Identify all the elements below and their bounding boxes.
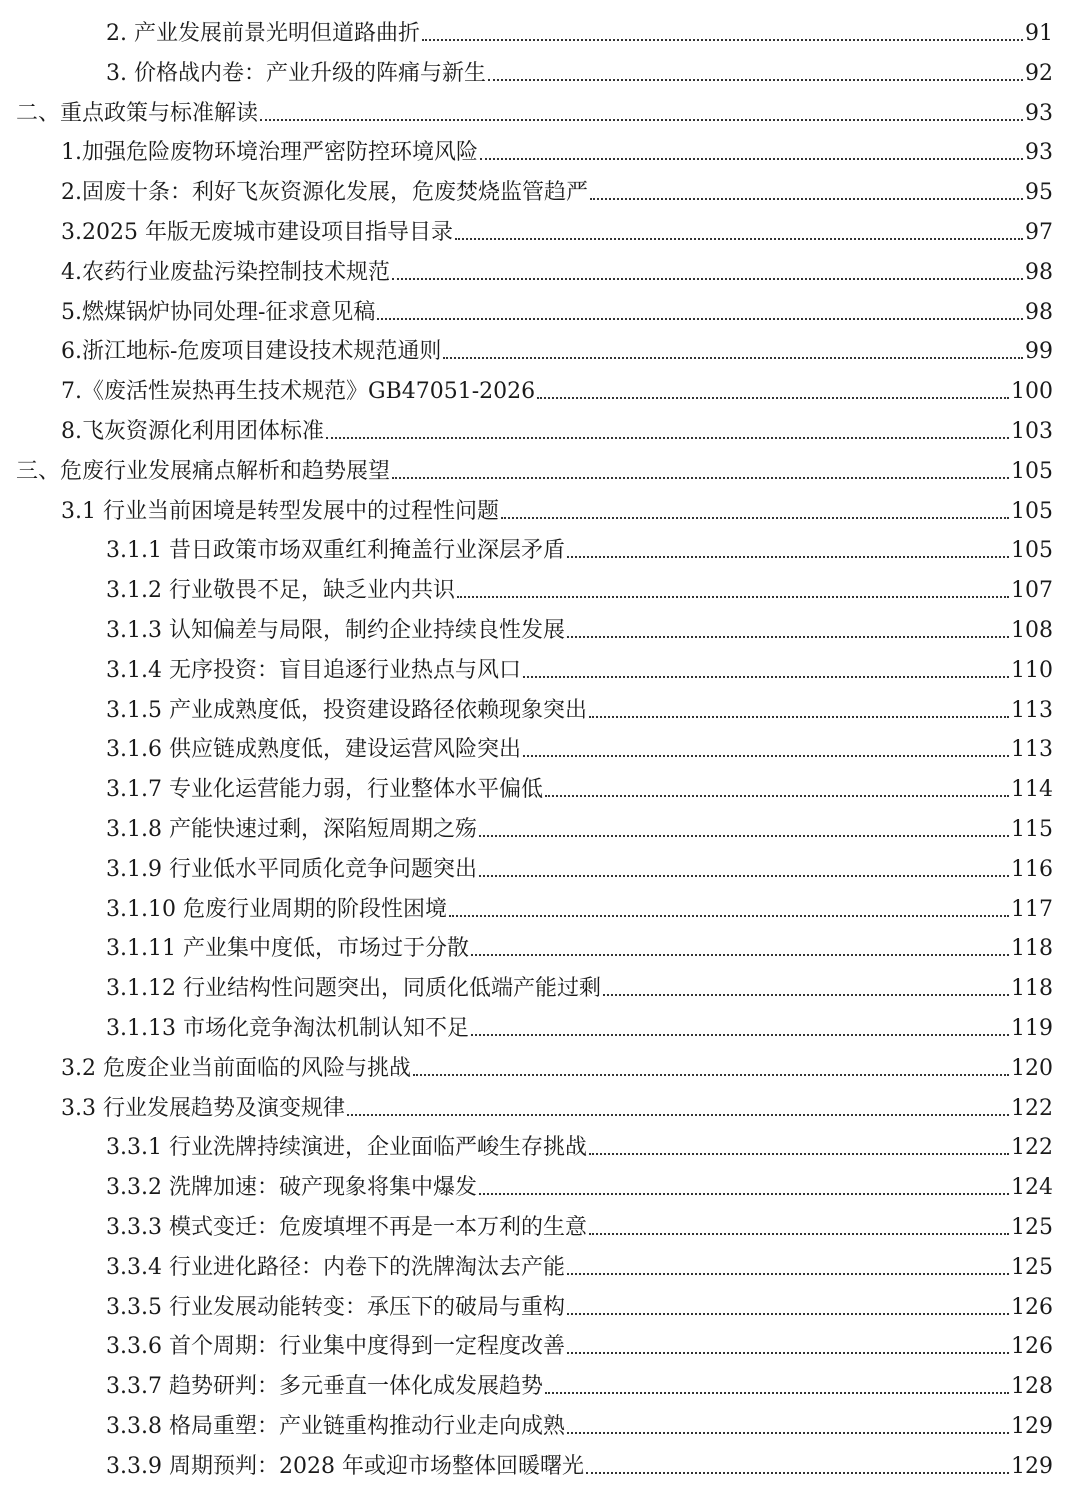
toc-entry-page-number: 126 <box>1011 1334 1053 1360</box>
toc-entry-page-number: 125 <box>1011 1215 1053 1240</box>
toc-entry <box>0 1122 1053 1162</box>
toc-entry <box>0 1202 1053 1242</box>
toc-dot-leader <box>567 1352 1009 1354</box>
toc-entry-title: 3.3.3 模式变迁：危废填埋不再是一本万利的生意 <box>106 1215 587 1240</box>
toc-entry-page-number: 108 <box>1011 618 1053 643</box>
toc-entry-title: 3.2025 年版无废城市建设项目指导目录 <box>61 220 453 245</box>
toc-entry <box>0 963 1053 1003</box>
toc-entry-title: 3.1.4 无序投资：盲目追逐行业热点与风口 <box>106 657 521 683</box>
toc-entry <box>0 724 1053 764</box>
toc-dot-leader <box>260 119 1023 121</box>
toc-entry <box>0 844 1053 884</box>
toc-dot-leader <box>603 994 1009 996</box>
toc-dot-leader <box>422 39 1023 41</box>
toc-entry-title: 3.3.8 格局重塑：产业链重构推动行业走向成熟 <box>106 1414 565 1439</box>
toc-dot-leader <box>567 556 1009 558</box>
toc-entry <box>0 1242 1053 1282</box>
toc-dot-leader <box>523 676 1009 678</box>
toc-entry-title: 3.3.1 行业洗牌持续演进，企业面临严峻生存挑战 <box>106 1135 587 1161</box>
toc-entry-page-number: 126 <box>1011 1294 1053 1320</box>
toc-entry <box>0 764 1053 804</box>
toc-dot-leader <box>449 915 1009 917</box>
toc-dot-leader <box>501 517 1009 519</box>
toc-dot-leader <box>545 1392 1009 1394</box>
toc-dot-leader <box>586 1472 1009 1474</box>
toc-dot-leader <box>589 1153 1009 1155</box>
toc-entry-title: 3.1.9 行业低水平同质化竞争问题突出 <box>106 856 477 882</box>
toc-entry-page-number: 117 <box>1011 896 1053 922</box>
toc-dot-leader <box>590 198 1023 200</box>
toc-entry-title: 3.1 行业当前困境是转型发展中的过程性问题 <box>61 498 499 524</box>
toc-entry-page-number: 116 <box>1011 856 1053 882</box>
toc-dot-leader <box>392 477 1009 479</box>
toc-entry-page-number: 118 <box>1011 976 1053 1002</box>
toc-dot-leader <box>567 1432 1009 1434</box>
toc-entry-title: 3.1.5 产业成熟度低，投资建设路径依赖现象突出 <box>106 697 587 723</box>
toc-entry <box>0 446 1053 486</box>
toc-entry <box>0 406 1053 446</box>
toc-entry <box>0 1321 1053 1361</box>
toc-entry <box>0 366 1053 406</box>
toc-entry <box>0 8 1053 48</box>
toc-entry-page-number: 110 <box>1011 657 1053 683</box>
toc-dot-leader <box>377 318 1023 320</box>
toc-entry <box>0 167 1053 207</box>
toc-entry-title: 2. 产业发展前景光明但道路曲折 <box>106 21 420 46</box>
toc-entry <box>0 1441 1053 1481</box>
toc-dot-leader <box>523 755 1009 757</box>
toc-entry-page-number: 95 <box>1025 180 1053 206</box>
toc-entry <box>0 1401 1053 1441</box>
toc-entry-title: 3.1.6 供应链成熟度低，建设运营风险突出 <box>106 737 521 763</box>
toc-entry-page-number: 120 <box>1011 1055 1053 1081</box>
toc-entry-title: 3.1.13 市场化竞争淘汰机制认知不足 <box>106 1016 469 1041</box>
toc-entry-title: 6.浙江地标-危废项目建设技术规范通则 <box>61 339 442 365</box>
toc-dot-leader <box>479 875 1009 877</box>
toc-entry-title: 3.3.4 行业进化路径：内卷下的洗牌淘汰去产能 <box>106 1254 565 1280</box>
toc-entry-page-number: 124 <box>1011 1175 1053 1201</box>
toc-dot-leader <box>347 1114 1009 1116</box>
toc-dot-leader <box>488 79 1023 81</box>
toc-entry <box>0 486 1053 526</box>
toc-dot-leader <box>413 1074 1009 1076</box>
toc-entry-page-number: 118 <box>1011 936 1053 962</box>
toc-entry <box>0 287 1053 327</box>
toc-entry <box>0 605 1053 645</box>
toc-entry-page-number: 128 <box>1011 1374 1053 1400</box>
toc-entry <box>0 525 1053 565</box>
toc-entry <box>0 326 1053 366</box>
toc-entry <box>0 565 1053 605</box>
toc-entry-title: 3.2 危废企业当前面临的风险与挑战 <box>61 1055 411 1081</box>
toc-dot-leader <box>589 1233 1009 1235</box>
toc-entry <box>0 207 1053 247</box>
toc-entry-title: 3.1.8 产能快速过剩，深陷短周期之殇 <box>106 817 477 842</box>
toc-dot-leader <box>567 1313 1009 1315</box>
toc-entry-page-number: 119 <box>1011 1016 1053 1041</box>
toc-entry-page-number: 91 <box>1025 21 1053 46</box>
toc-entry-title: 1.加强危险废物环境治理严密防控环境风险 <box>61 140 478 166</box>
toc-entry-page-number: 93 <box>1025 140 1053 166</box>
toc-entry <box>0 884 1053 924</box>
toc-entry-title: 2.固废十条：利好飞灰资源化发展，危废焚烧监管趋严 <box>61 180 588 206</box>
toc-dot-leader <box>471 954 1009 956</box>
toc-dot-leader <box>479 835 1009 837</box>
toc-entry-page-number: 97 <box>1025 220 1053 245</box>
toc-entry-page-number: 122 <box>1011 1135 1053 1161</box>
toc-entry-title: 3.3 行业发展趋势及演变规律 <box>61 1095 345 1121</box>
toc-entry <box>0 923 1053 963</box>
toc-entry-page-number: 129 <box>1011 1414 1053 1439</box>
toc-entry-page-number: 93 <box>1025 100 1053 126</box>
toc-entry-title: 3.1.10 危废行业周期的阶段性困境 <box>106 896 447 922</box>
toc-entry-title: 3.3.2 洗牌加速：破产现象将集中爆发 <box>106 1175 477 1201</box>
toc-entry-page-number: 98 <box>1025 259 1053 285</box>
toc-entry-page-number: 125 <box>1011 1254 1053 1280</box>
toc-entry-title: 7.《废活性炭热再生技术规范》GB47051-2026 <box>61 379 536 405</box>
toc-entry-page-number: 103 <box>1011 419 1053 444</box>
toc-dot-leader <box>443 357 1023 359</box>
toc-entry-title: 3.1.11 产业集中度低，市场过于分散 <box>106 936 469 962</box>
toc-dot-leader <box>326 437 1009 439</box>
toc-entry-title: 3.3.9 周期预判：2028 年或迎市场整体回暖曙光 <box>106 1453 584 1479</box>
toc-dot-leader <box>479 1193 1009 1195</box>
toc-dot-leader <box>567 636 1009 638</box>
toc-entry-page-number: 122 <box>1011 1095 1053 1121</box>
toc-dot-leader <box>545 795 1009 797</box>
toc-dot-leader <box>589 716 1009 718</box>
toc-dot-leader <box>457 596 1009 598</box>
toc-entry-title: 5.燃煤锅炉协同处理-征求意见稿 <box>61 299 376 325</box>
toc-entry <box>0 1162 1053 1202</box>
toc-entry <box>0 1361 1053 1401</box>
toc-entry-page-number: 113 <box>1011 737 1053 763</box>
toc-entry-page-number: 115 <box>1011 817 1053 842</box>
toc-entry <box>0 1282 1053 1322</box>
toc-entry-page-number: 92 <box>1025 60 1053 86</box>
toc-entry <box>0 1083 1053 1123</box>
toc-entry-page-number: 98 <box>1025 299 1053 325</box>
toc-entry <box>0 48 1053 88</box>
toc-entry-title: 8.飞灰资源化利用团体标准 <box>61 419 324 444</box>
toc-entry <box>0 88 1053 128</box>
toc-entry-page-number: 99 <box>1025 339 1053 365</box>
toc-entry-title: 3.3.6 首个周期：行业集中度得到一定程度改善 <box>106 1334 565 1360</box>
toc-entry-title: 3.3.5 行业发展动能转变：承压下的破局与重构 <box>106 1294 565 1320</box>
toc-entry <box>0 685 1053 725</box>
toc-entry <box>0 1003 1053 1043</box>
toc-entry <box>0 127 1053 167</box>
toc-entry-page-number: 107 <box>1011 578 1053 604</box>
toc-entry-page-number: 129 <box>1011 1453 1053 1479</box>
toc-entry-title: 3.1.2 行业敬畏不足，缺乏业内共识 <box>106 578 455 604</box>
toc-dot-leader <box>471 1034 1009 1036</box>
toc-entry-page-number: 105 <box>1011 538 1053 564</box>
toc-entry-title: 3.3.7 趋势研判：多元垂直一体化成发展趋势 <box>106 1374 543 1400</box>
toc-entry-page-number: 105 <box>1011 498 1053 524</box>
toc-entry-page-number: 114 <box>1011 777 1053 803</box>
toc-entry-title: 3. 价格战内卷：产业升级的阵痛与新生 <box>106 60 486 86</box>
toc-entry-title: 3.1.3 认知偏差与局限，制约企业持续良性发展 <box>106 618 565 643</box>
toc-entry-page-number: 100 <box>1011 379 1053 405</box>
toc-entry-page-number: 105 <box>1011 458 1053 484</box>
toc-entry <box>0 247 1053 287</box>
toc-entry-title: 3.1.7 专业化运营能力弱，行业整体水平偏低 <box>106 777 543 803</box>
toc-entry <box>0 645 1053 685</box>
toc-dot-leader <box>455 238 1023 240</box>
toc-entry <box>0 804 1053 844</box>
toc-dot-leader <box>567 1273 1009 1275</box>
toc-entry-page-number: 113 <box>1011 697 1053 723</box>
toc-entry-title: 4.农药行业废盐污染控制技术规范 <box>61 259 390 285</box>
toc-entry-title: 二、重点政策与标准解读 <box>16 100 259 126</box>
toc-entry-title: 3.1.1 昔日政策市场双重红利掩盖行业深层矛盾 <box>106 538 565 564</box>
toc-dot-leader <box>537 397 1009 399</box>
toc-dot-leader <box>392 278 1023 280</box>
toc-dot-leader <box>480 158 1023 160</box>
toc-entry <box>0 1043 1053 1083</box>
toc-entry-title: 3.1.12 行业结构性问题突出，同质化低端产能过剩 <box>106 976 601 1002</box>
toc-entry-title: 三、危废行业发展痛点解析和趋势展望 <box>16 458 391 484</box>
